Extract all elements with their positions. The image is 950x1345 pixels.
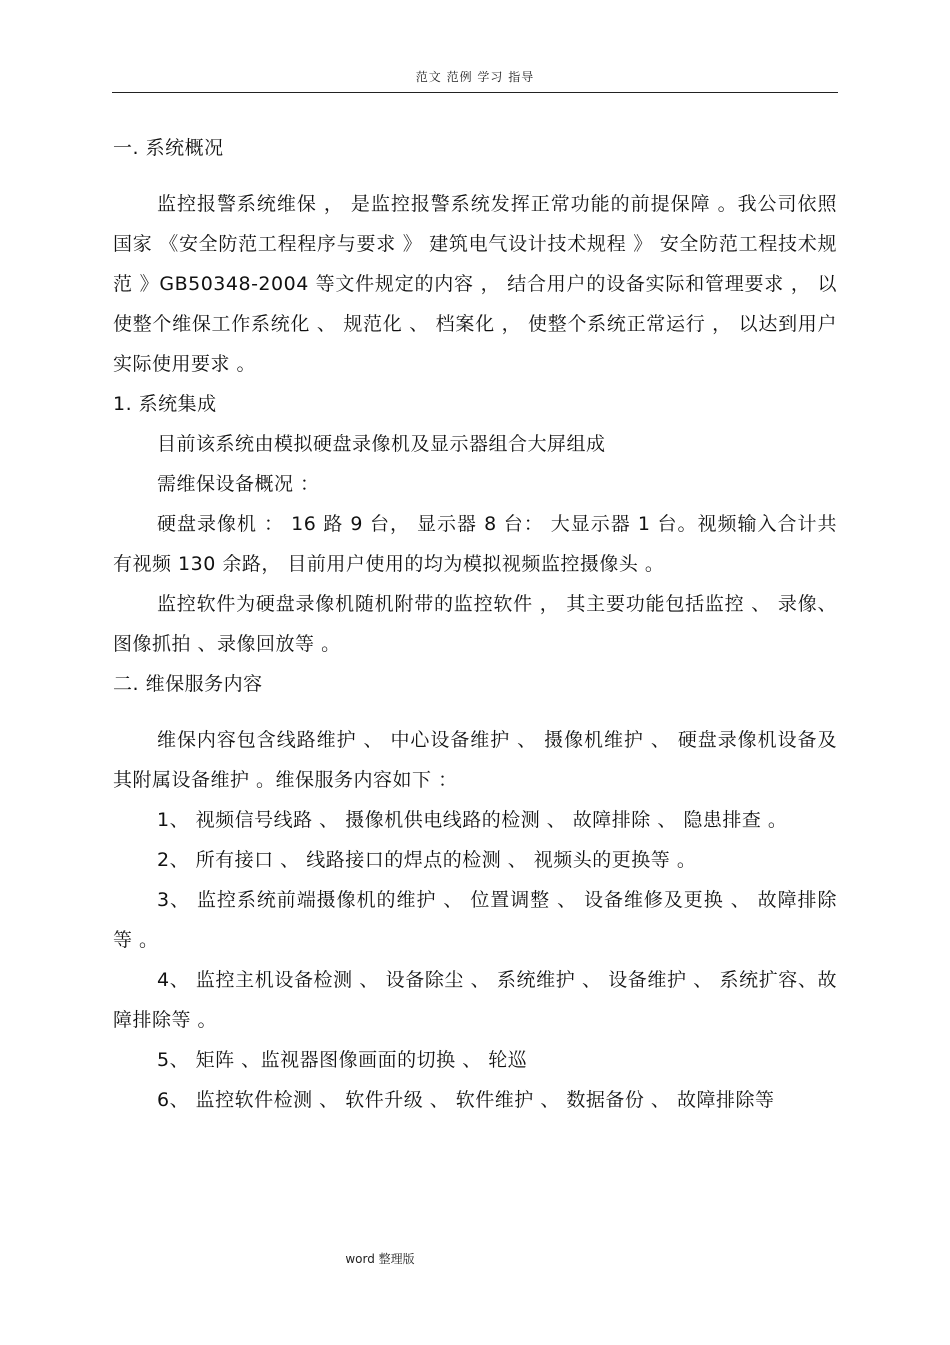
header-text: 范文 范例 学习 指导	[415, 70, 535, 84]
subsection-1-title: 1. 系统集成	[113, 393, 217, 415]
page-footer	[0, 1250, 760, 1267]
section-1-title: 一. 系统概况	[113, 137, 224, 159]
section-2-paragraph: 维保内容包含线路维护 、 中心设备维护 、 摄像机维护 、 硬盘录像机设备及其附属设备维护 。维保服务内容如下 ：	[113, 729, 837, 791]
subsection-paragraph-2: 需维保设备概况 ：	[157, 473, 320, 495]
subsection-paragraph-1: 目前该系统由模拟硬盘录像机及显示器组合大屏组成	[157, 433, 606, 455]
page-header	[112, 68, 838, 93]
list-item: 1、 视频信号线路 、 摄像机供电线路的检测 、 故障排除 、 隐患排查 。	[157, 809, 788, 831]
list-item: 5、 矩阵 、监视器图像画面的切换 、 轮巡	[157, 1049, 528, 1071]
list-item: 6、 监控软件检测 、 软件升级 、 软件维护 、 数据备份 、 故障排除等	[157, 1089, 775, 1111]
subsection-paragraph-4: 监控软件为硬盘录像机随机附带的监控软件 ， 其主要功能包括监控 、 录像、图像抓拍 、录像回放等 。	[113, 593, 837, 655]
footer-text: word 整理版	[345, 1252, 415, 1266]
list-item: 4、 监控主机设备检测 、 设备除尘 、 系统维护 、 设备维护 、 系统扩容、故障排除等 。	[113, 969, 837, 1031]
list-item: 2、 所有接口 、 线路接口的焊点的检测 、 视频头的更换等 。	[157, 849, 697, 871]
section-2-title: 二. 维保服务内容	[113, 673, 263, 695]
list-item: 3、 监控系统前端摄像机的维护 、 位置调整 、 设备维修及更换 、 故障排除等 。	[113, 889, 837, 951]
section-1-paragraph: 监控报警系统维保 ， 是监控报警系统发挥正常功能的前提保障 。我公司依照国家 《安全防范工程程序与要求 》 建筑电气设计技术规程 》 安全防范工程技术规范 》GB50348-2004 等文件规定的内容 ， 结合用户的设备实际和管理要求 ， 以使整个维保工作系统化 、 规范化 、 档案化 ， 使整个系统正常运行 ， 以达到用户实际使用要求 。	[113, 193, 837, 375]
subsection-paragraph-3: 硬盘录像机 ： 16 路 9 台， 显示器 8 台： 大显示器 1 台。视频输入合计共有视频 130 余路， 目前用户使用的均为模拟视频监控摄像头 。	[113, 513, 837, 575]
document-body	[113, 128, 837, 1120]
